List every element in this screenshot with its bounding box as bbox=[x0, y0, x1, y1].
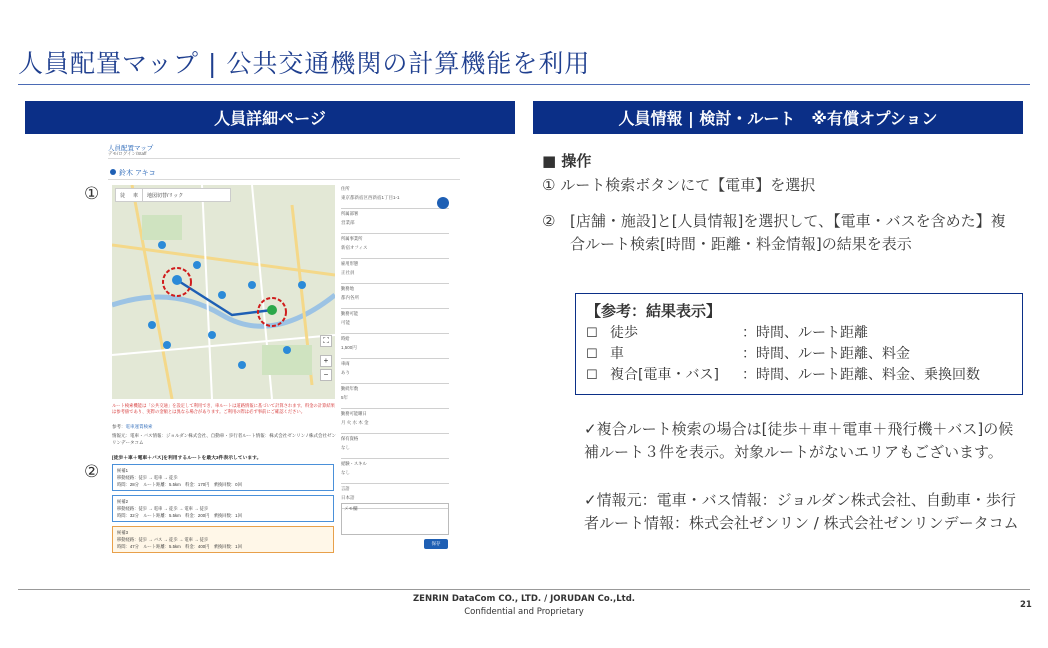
form-field[interactable]: 勤務地 都内各所 bbox=[341, 285, 449, 309]
form-field[interactable]: 保有資格 なし bbox=[341, 435, 449, 459]
route-name: 候補2 bbox=[117, 499, 128, 504]
user-icon[interactable] bbox=[437, 197, 449, 209]
title-divider bbox=[18, 84, 1030, 85]
footer-company: ZENRIN DataCom CO., LTD. / JORUDAN Co.,Ltd. bbox=[412, 594, 636, 604]
route-info: 時間：28分 ルート距離：5.5km 料金：170円 乗換回数：0回 bbox=[117, 482, 242, 487]
map-graphic bbox=[112, 185, 335, 399]
note-data-source: ✓情報元：電車・バス情報：ジョルダン株式会社、自動車・歩行者ルート情報：株式会社ゼンリン / 株式会社ゼンリンデータコム bbox=[584, 491, 1019, 532]
map-select[interactable]: 地図切替/リック bbox=[142, 189, 230, 201]
route-card[interactable] bbox=[112, 464, 334, 491]
step-2-text: [店舗・施設]と[人員情報]を選択して、【電車・バスを含めた】複合ルート検索[時間・距離・料金情報]の結果を表示 bbox=[570, 212, 1006, 253]
form-field[interactable]: 勤続年数 5年 bbox=[341, 385, 449, 409]
form-field[interactable]: 住所 東京都新宿区西新宿1丁目1-1 bbox=[341, 185, 449, 209]
footer-divider bbox=[18, 589, 1030, 590]
save-button[interactable]: 保存 bbox=[424, 539, 448, 549]
form-field[interactable]: 経験・スキル なし bbox=[341, 460, 449, 484]
car-mode-button[interactable]: 車 bbox=[133, 192, 139, 199]
route-name: 候補1 bbox=[117, 468, 128, 473]
slide-title: 人員配置マップ | 公共交通機関の計算機能を利用 bbox=[18, 49, 591, 78]
person-icon bbox=[110, 169, 116, 175]
form-field[interactable]: 時給 1,500円 bbox=[341, 335, 449, 359]
checkbox-icon: ☐ bbox=[586, 326, 598, 341]
checkbox-icon: ☐ bbox=[586, 368, 598, 383]
embedded-screenshot bbox=[108, 141, 460, 555]
step-1: ① ルート検索ボタンにて【電車】を選択 bbox=[542, 176, 816, 194]
reference-row: ☐ 徒歩 ：時間、ルート距離 bbox=[586, 323, 1012, 344]
map-view[interactable] bbox=[112, 185, 335, 399]
route-card[interactable] bbox=[112, 495, 334, 522]
form-field[interactable]: 所属部署 営業部 bbox=[341, 210, 449, 234]
form-field[interactable]: 車両 あり bbox=[341, 360, 449, 384]
route-info: 時間：32分 ルート距離：5.5km 料金：200円 乗換回数：1回 bbox=[117, 513, 242, 518]
step-2-number: ② bbox=[542, 212, 556, 230]
fare-search-link[interactable]: 電車運賃検索 bbox=[125, 424, 153, 429]
callout-marker-2: ② bbox=[84, 462, 100, 482]
zoom-in-button[interactable]: + bbox=[320, 355, 332, 367]
walk-mode-button[interactable]: 徒 bbox=[120, 192, 126, 199]
reference-row: ☐ 車 ：時間、ルート距離、料金 bbox=[586, 344, 1012, 365]
source-note: 情報元：電車・バス情報：ジョルダン株式会社、自動車・歩行者ルート情報：株式会社ゼンリン / 株式会社ゼンリンデータコム bbox=[112, 433, 337, 445]
reference-row: ☐ 複合[電車・バス] ：時間、ルート距離、料金、乗換回数 bbox=[586, 365, 1012, 386]
reference-box bbox=[575, 293, 1023, 395]
right-section-banner: 人員情報 | 検討・ルート ※有償オプション bbox=[533, 101, 1023, 134]
footer-confidential: Confidential and Proprietary bbox=[464, 607, 584, 617]
form-field[interactable]: 所属事業所 新宿オフィス bbox=[341, 235, 449, 259]
route-path: 移動経路：徒歩 → 電車 → 徒歩 → 電車 → 徒歩 bbox=[117, 506, 209, 511]
left-section-banner: 人員詳細ページ bbox=[25, 101, 515, 134]
note-composite-route: ✓複合ルート検索の場合は[徒歩＋車＋電車＋飛行機＋バス]の候補ルート３件を表示。対象ルートがないエリアもございます。 bbox=[584, 420, 1014, 461]
memo-textarea[interactable]: メモ欄 bbox=[341, 503, 449, 535]
app-title: 人員配置マップ bbox=[108, 145, 154, 152]
form-field[interactable]: 勤務可能曜日 月 火 水 木 金 bbox=[341, 410, 449, 434]
route-path: 移動経路：徒歩 → 電車 → 徒歩 bbox=[117, 475, 178, 480]
route-name: 候補3 bbox=[117, 530, 128, 535]
fullscreen-button[interactable]: ⛶ bbox=[320, 335, 332, 347]
person-name: 鈴木 アキコ bbox=[110, 168, 156, 178]
header-divider bbox=[108, 158, 460, 159]
route-info: 時間：47分 ルート距離：5.5km 料金：400円 乗換回数：1回 bbox=[117, 544, 242, 549]
form-field[interactable]: 言語 日本語 bbox=[341, 485, 449, 509]
zoom-out-button[interactable]: − bbox=[320, 369, 332, 381]
route-path: 移動経路：徒歩 → バス → 徒歩 → 電車 → 徒歩 bbox=[117, 537, 209, 542]
form-field[interactable]: 雇用形態 正社員 bbox=[341, 260, 449, 284]
app-subtitle: デモ/ログイン/Staff bbox=[108, 151, 147, 156]
step-2 bbox=[542, 210, 1012, 253]
reference-line: 参考：電車運賃検索 bbox=[112, 424, 153, 429]
checkbox-icon: ☐ bbox=[586, 347, 598, 362]
operation-heading: ■ 操作 bbox=[542, 152, 592, 170]
person-divider bbox=[108, 179, 460, 180]
reference-title: 【参考：結果表示】 bbox=[586, 302, 722, 320]
page-number: 21 bbox=[1020, 600, 1032, 610]
map-toolbar bbox=[115, 188, 231, 202]
callout-marker-1: ① bbox=[84, 184, 100, 204]
results-heading: [徒歩＋車＋電車＋バス]を利用するルートを最大3件表示しています。 bbox=[112, 456, 262, 461]
route-notice: ルート検索機能は「公共交通」を設定して利用でき、車ルートは道路情報に基づいて計算されます。料金の計算結果は参考値であり、実際の金額とは異なる場合があります。ご利用の際は必ず事前にご確認ください。 bbox=[112, 403, 335, 415]
route-card[interactable] bbox=[112, 526, 334, 553]
form-field[interactable]: 勤務可能 可能 bbox=[341, 310, 449, 334]
